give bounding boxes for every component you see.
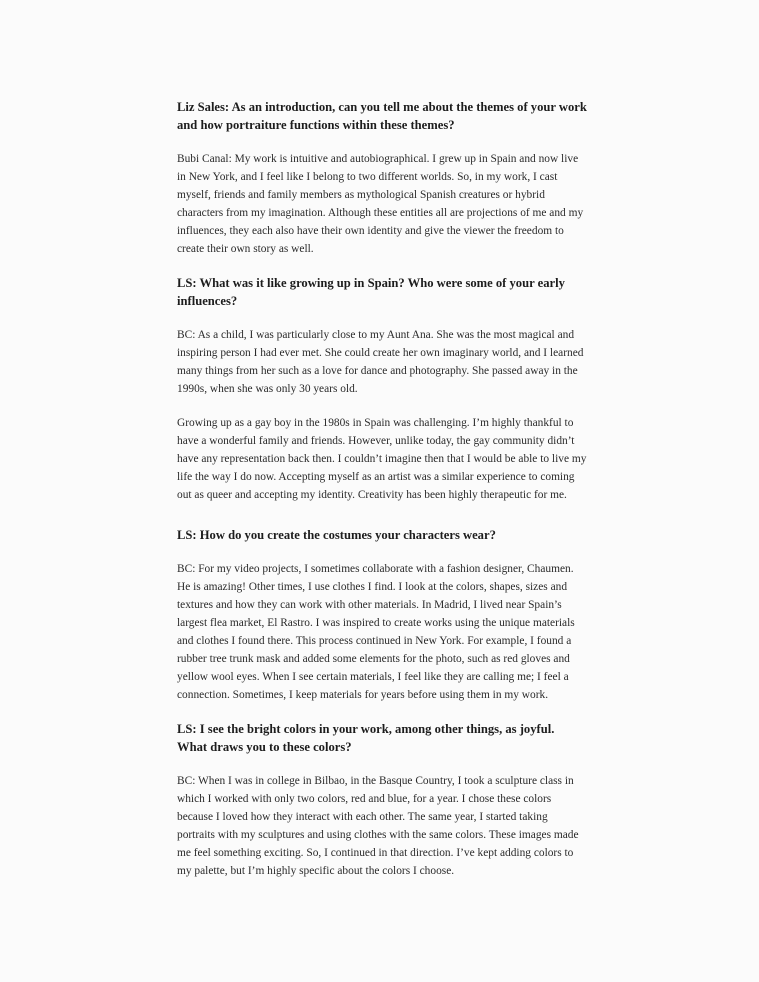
- answer-themes: Bubi Canal: My work is intuitive and autobiographical. I grew up in Spain and now live in New York, and I feel like I belong to two different worlds. So, in my work, I cast myself, friends and family members as mythological Spanish creatures or hybrid characters from my imagination. Although these entities all are projections of me and my influences, they each also have their own identity and give the viewer the freedom to create their own story as well.: [177, 153, 584, 255]
- question-costumes: LS: How do you create the costumes your characters wear?: [177, 528, 496, 542]
- answer-costumes: BC: For my video projects, I sometimes collaborate with a fashion designer, Chaumen. He is amazing! Other times, I use clothes I find. I look at the colors, shapes, sizes and textures and how they can work with other materials. In Madrid, I lived near Spain’s largest flea market, El Rastro. I was inspired to create works using the unique materials and clothes I found there. This process continued in New York. For example, I found a rubber tree trunk mask and added some elements for the photo, such as red gloves and yellow wool eyes. When I see certain materials, I feel like they are calling me; I feel a connection. Sometimes, I keep materials for years before using them in my work.: [177, 563, 575, 701]
- interview-article: [177, 98, 587, 880]
- question-themes: Liz Sales: As an introduction, can you tell me about the themes of your work and how portraiture functions within these themes?: [177, 100, 587, 132]
- answer-aunt-ana: BC: As a child, I was particularly close to my Aunt Ana. She was the most magical and inspiring person I had ever met. She could create her own imaginary world, and I learned many things from her such as a love for dance and photography. She passed away in the 1990s, when she was only 30 years old.: [177, 329, 584, 395]
- question-colors: LS: I see the bright colors in your work, among other things, as joyful. What draws you to these colors?: [177, 722, 555, 754]
- question-growing-up: LS: What was it like growing up in Spain? Who were some of your early influences?: [177, 276, 565, 308]
- answer-growing-up-gay: Growing up as a gay boy in the 1980s in Spain was challenging. I’m highly thankful to have a wonderful family and friends. However, unlike today, the gay community didn’t have any representation back then. I couldn’t imagine then that I would be able to live my life the way I do now. Accepting myself as an artist was a similar experience to coming out as queer and accepting my identity. Creativity has been highly therapeutic for me.: [177, 417, 587, 501]
- answer-colors: BC: When I was in college in Bilbao, in the Basque Country, I took a sculpture class in which I worked with only two colors, red and blue, for a year. I chose these colors because I loved how they interact with each other. The same year, I started taking portraits with my sculptures and using clothes with the same colors. These images made me feel something exciting. So, I continued in that direction. I’ve kept adding colors to my palette, but I’m highly specific about the colors I choose.: [177, 775, 579, 877]
